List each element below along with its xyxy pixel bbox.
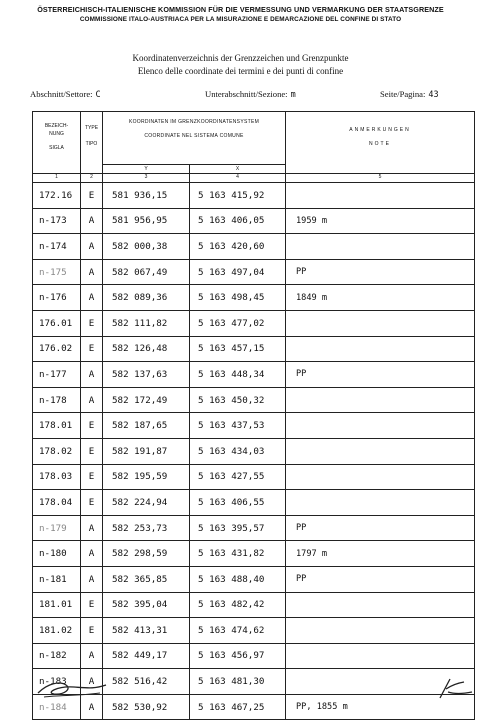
designation-cell: 176.01	[33, 310, 81, 336]
type-cell: A	[81, 387, 103, 413]
table-row	[33, 259, 475, 285]
x-coordinate-cell: 5 163 431,82	[190, 541, 286, 567]
x-coordinate-cell: 5 163 498,45	[190, 285, 286, 311]
y-coordinate-cell: 581 936,15	[103, 183, 190, 209]
note-cell	[286, 643, 475, 669]
y-coordinate-cell: 582 530,92	[103, 694, 190, 720]
type-cell: A	[81, 566, 103, 592]
y-coordinate-cell: 582 395,04	[103, 592, 190, 618]
x-coordinate-cell: 5 163 420,60	[190, 234, 286, 260]
note-cell	[286, 592, 475, 618]
signature-right	[434, 676, 476, 700]
note-cell	[286, 336, 475, 362]
note-cell	[286, 490, 475, 516]
designation-cell: 172.16	[33, 183, 81, 209]
type-cell: E	[81, 413, 103, 439]
x-coordinate-cell: 5 163 482,42	[190, 592, 286, 618]
designation-cell: 176.02	[33, 336, 81, 362]
x-coordinate-cell: 5 163 437,53	[190, 413, 286, 439]
x-coordinate-cell: 5 163 481,30	[190, 669, 286, 695]
table-row	[33, 336, 475, 362]
table-row	[33, 490, 475, 516]
note-cell: PP	[286, 259, 475, 285]
subsection-field	[205, 89, 296, 100]
table-row	[33, 515, 475, 541]
designation-cell: n-184	[33, 694, 81, 720]
y-coordinate-cell: 582 195,59	[103, 464, 190, 490]
section-field	[30, 89, 101, 100]
note-cell: PP	[286, 515, 475, 541]
x-coordinate-cell: 5 163 448,34	[190, 362, 286, 388]
table-row	[33, 208, 475, 234]
note-cell	[286, 413, 475, 439]
table-row	[33, 387, 475, 413]
type-cell: A	[81, 669, 103, 695]
x-coordinate-cell: 5 163 406,05	[190, 208, 286, 234]
note-cell	[286, 438, 475, 464]
x-coordinate-cell: 5 163 457,15	[190, 336, 286, 362]
subsection-value: m	[290, 90, 296, 100]
note-cell: PP	[286, 362, 475, 388]
type-cell: E	[81, 464, 103, 490]
y-coordinate-cell: 582 172,49	[103, 387, 190, 413]
header-y: Y	[103, 165, 190, 174]
table-row	[33, 183, 475, 209]
header-title-it: COMMISSIONE ITALO-AUSTRIACA PER LA MISURAZIONE E DEMARCAZIONE DEL CONFINE DI STATO	[79, 16, 402, 23]
type-cell: E	[81, 336, 103, 362]
y-coordinate-cell: 582 449,17	[103, 643, 190, 669]
x-coordinate-cell: 5 163 434,03	[190, 438, 286, 464]
y-coordinate-cell: 582 126,48	[103, 336, 190, 362]
table-row	[33, 285, 475, 311]
header-designation: BEZEICH- NUNG SIGLA	[33, 112, 81, 174]
y-coordinate-cell: 582 365,85	[103, 566, 190, 592]
note-cell	[286, 464, 475, 490]
designation-cell: 181.02	[33, 618, 81, 644]
y-coordinate-cell: 582 067,49	[103, 259, 190, 285]
note-cell	[286, 618, 475, 644]
signature-left	[34, 676, 112, 700]
designation-cell: n-181	[33, 566, 81, 592]
note-cell: 1959 m	[286, 208, 475, 234]
table-body	[33, 183, 475, 720]
note-cell: PP	[286, 566, 475, 592]
designation-cell: n-177	[33, 362, 81, 388]
designation-cell: n-182	[33, 643, 81, 669]
type-cell: E	[81, 618, 103, 644]
subsection-label: Unterabschnitt/Sezione:	[205, 89, 288, 99]
table-row	[33, 566, 475, 592]
type-cell: E	[81, 183, 103, 209]
table-row	[33, 438, 475, 464]
type-cell: A	[81, 694, 103, 720]
x-coordinate-cell: 5 163 395,57	[190, 515, 286, 541]
note-cell	[286, 183, 475, 209]
type-cell: A	[81, 208, 103, 234]
colnum-1: 1	[33, 174, 81, 183]
table-row	[33, 618, 475, 644]
designation-cell: n-174	[33, 234, 81, 260]
table-row	[33, 362, 475, 388]
designation-cell: 178.04	[33, 490, 81, 516]
y-coordinate-cell: 582 000,38	[103, 234, 190, 260]
x-coordinate-cell: 5 163 450,32	[190, 387, 286, 413]
header-type: TYPE TIPO	[81, 112, 103, 174]
header-x: X	[190, 165, 286, 174]
y-coordinate-cell: 582 137,63	[103, 362, 190, 388]
subtitle-de: Koordinatenverzeichnis der Grenzzeichen und Grenzpunkte	[132, 53, 349, 63]
x-coordinate-cell: 5 163 415,92	[190, 183, 286, 209]
designation-cell: n-176	[33, 285, 81, 311]
note-cell	[286, 310, 475, 336]
type-cell: A	[81, 515, 103, 541]
header-coordinates: KOORDINATEN IM GRENZKOORDINATENSYSTEM COORDINATE NEL SISTEMA COMUNE	[103, 112, 286, 165]
colnum-4: 4	[190, 174, 286, 183]
y-coordinate-cell: 582 253,73	[103, 515, 190, 541]
x-coordinate-cell: 5 163 488,40	[190, 566, 286, 592]
x-coordinate-cell: 5 163 427,55	[190, 464, 286, 490]
note-cell: PP, 1855 m	[286, 694, 475, 720]
type-cell: E	[81, 592, 103, 618]
x-coordinate-cell: 5 163 456,97	[190, 643, 286, 669]
colnum-5: 5	[286, 174, 475, 183]
colnum-2: 2	[81, 174, 103, 183]
designation-cell: n-178	[33, 387, 81, 413]
table-row	[33, 413, 475, 439]
table-row	[33, 464, 475, 490]
designation-cell: n-175	[33, 259, 81, 285]
designation-cell: 178.02	[33, 438, 81, 464]
designation-cell: n-179	[33, 515, 81, 541]
designation-cell: 178.03	[33, 464, 81, 490]
header-notes: ANMERKUNGEN NOTE	[286, 112, 475, 174]
type-cell: A	[81, 259, 103, 285]
colnum-3: 3	[103, 174, 190, 183]
x-coordinate-cell: 5 163 477,02	[190, 310, 286, 336]
table-row	[33, 310, 475, 336]
type-cell: A	[81, 234, 103, 260]
designation-cell: n-173	[33, 208, 81, 234]
note-cell: 1849 m	[286, 285, 475, 311]
type-cell: A	[81, 285, 103, 311]
section-label: Abschnitt/Settore:	[30, 89, 93, 99]
note-cell	[286, 387, 475, 413]
designation-cell: 178.01	[33, 413, 81, 439]
y-coordinate-cell: 582 516,42	[103, 669, 190, 695]
y-coordinate-cell: 582 187,65	[103, 413, 190, 439]
y-coordinate-cell: 582 224,94	[103, 490, 190, 516]
table-row	[33, 643, 475, 669]
type-cell: A	[81, 541, 103, 567]
y-coordinate-cell: 582 413,31	[103, 618, 190, 644]
y-coordinate-cell: 581 956,95	[103, 208, 190, 234]
page-field	[380, 89, 439, 100]
note-cell	[286, 234, 475, 260]
designation-cell: n-183	[33, 669, 81, 695]
header-title-de: ÖSTERREICHISCH-ITALIENISCHE KOMMISSION FÜR DIE VERMESSUNG UND VERMARKUNG DER STAATSGRENZE	[37, 5, 444, 14]
x-coordinate-cell: 5 163 497,04	[190, 259, 286, 285]
table-row	[33, 234, 475, 260]
table-row	[33, 541, 475, 567]
type-cell: E	[81, 438, 103, 464]
designation-cell: n-180	[33, 541, 81, 567]
table-row	[33, 592, 475, 618]
page-label: Seite/Pagina:	[380, 89, 426, 99]
type-cell: E	[81, 310, 103, 336]
page-value: 43	[428, 90, 439, 100]
y-coordinate-cell: 582 089,36	[103, 285, 190, 311]
designation-cell: 181.01	[33, 592, 81, 618]
x-coordinate-cell: 5 163 406,55	[190, 490, 286, 516]
y-coordinate-cell: 582 191,87	[103, 438, 190, 464]
subtitle-it: Elenco delle coordinate dei termini e dei punti di confine	[137, 66, 344, 76]
type-cell: A	[81, 643, 103, 669]
x-coordinate-cell: 5 163 467,25	[190, 694, 286, 720]
x-coordinate-cell: 5 163 474,62	[190, 618, 286, 644]
section-value: C	[95, 90, 101, 100]
type-cell: E	[81, 490, 103, 516]
y-coordinate-cell: 582 298,59	[103, 541, 190, 567]
y-coordinate-cell: 582 111,82	[103, 310, 190, 336]
type-cell: A	[81, 362, 103, 388]
coordinate-table	[32, 111, 475, 720]
note-cell: 1797 m	[286, 541, 475, 567]
